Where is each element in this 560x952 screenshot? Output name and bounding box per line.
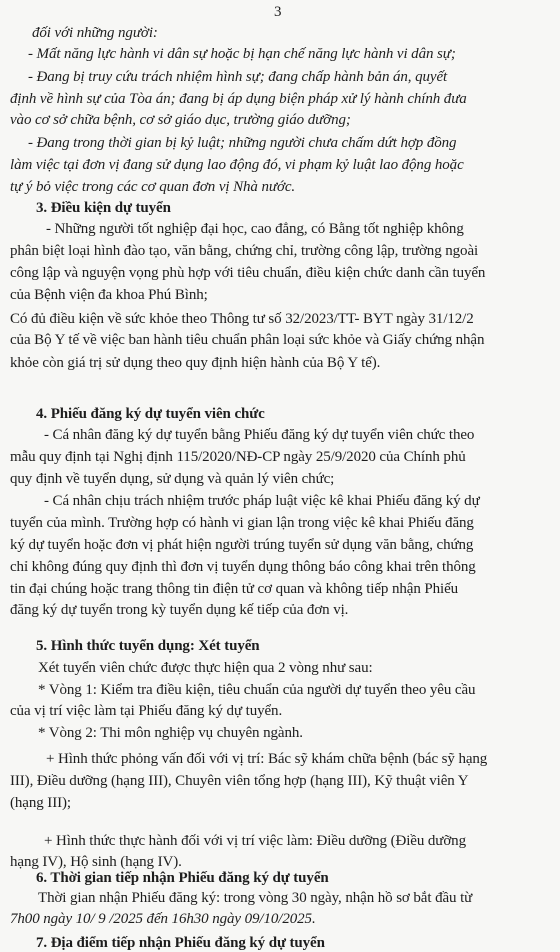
text-line: - Những người tốt nghiệp đại học, cao đẳng, có Bằng tốt nghiệp không [46, 221, 464, 237]
text-line: mẫu quy định tại Nghị định 115/2020/NĐ-CP ngày 25/9/2020 của Chính phủ [10, 449, 466, 465]
text-line: hạng IV), Hộ sinh (hạng IV). [10, 854, 182, 870]
text-line: đối với những người: [32, 25, 158, 41]
text-line: 7h00 ngày 10/ 9 /2025 đến 16h30 ngày 09/10/2025. [10, 911, 316, 927]
section-heading: 4. Phiếu đăng ký dự tuyển viên chức [36, 406, 265, 422]
text-line: định về hình sự của Tòa án; đang bị áp dụng biện pháp xử lý hành chính đưa [10, 91, 467, 107]
section-heading: 5. Hình thức tuyển dụng: Xét tuyển [36, 638, 260, 654]
text-line: của Bệnh viện đa khoa Phú Bình; [10, 287, 208, 303]
text-line: khỏe còn giá trị sử dụng theo quy định hiện hành của Bộ Y tế). [10, 355, 381, 371]
text-line: * Vòng 2: Thi môn nghiệp vụ chuyên ngành. [38, 725, 303, 741]
text-line: + Hình thức phỏng vấn đối với vị trí: Bác sỹ khám chữa bệnh (bác sỹ hạng [46, 751, 488, 767]
text-line: của Bộ Y tế về việc ban hành tiêu chuẩn phân loại sức khỏe và Giấy chứng nhận [10, 332, 485, 348]
text-line: - Mất năng lực hành vi dân sự hoặc bị hạn chế năng lực hành vi dân sự; [28, 46, 456, 62]
text-line: (hạng III); [10, 795, 71, 811]
text-line: Thời gian nhận Phiếu đăng ký: trong vòng 30 ngày, nhận hồ sơ bắt đầu từ [38, 890, 473, 906]
text-line: Xét tuyển viên chức được thực hiện qua 2 vòng như sau: [38, 660, 373, 676]
section-heading: 6. Thời gian tiếp nhận Phiếu đăng ký dự tuyển [36, 870, 329, 886]
text-line: đăng ký dự tuyển trong kỳ tuyển dụng kế tiếp của đơn vị. [10, 602, 349, 618]
text-line: của vị trí việc làm tại Phiếu đăng ký dự tuyển. [10, 703, 283, 719]
section-heading: 7. Địa điểm tiếp nhận Phiếu đăng ký dự tuyển [36, 935, 325, 951]
text-line: tự ý bỏ việc trong các cơ quan đơn vị Nhà nước. [10, 179, 296, 195]
section-heading: 3. Điều kiện dự tuyển [36, 200, 171, 216]
text-line: - Đang trong thời gian bị kỷ luật; những người chưa chấm dứt hợp đồng [28, 135, 457, 151]
text-line: quy định về tuyển dụng, sử dụng và quản lý viên chức; [10, 471, 335, 487]
text-line: chỉ không đúng quy định thì đơn vị tuyển dụng thông báo công khai trên thông [10, 559, 476, 575]
page-number: 3 [274, 4, 282, 20]
text-line: làm việc tại đơn vị đang sử dụng lao động đó, vi phạm kỷ luật lao động hoặc [10, 157, 464, 173]
text-line: - Đang bị truy cứu trách nhiệm hình sự; đang chấp hành bản án, quyết [28, 69, 448, 85]
text-line: Có đủ điều kiện về sức khỏe theo Thông tư số 32/2023/TT- BYT ngày 31/12/2 [10, 311, 474, 327]
text-line: - Cá nhân đăng ký dự tuyển bằng Phiếu đăng ký dự tuyển viên chức theo [44, 427, 475, 443]
text-line: phân biệt loại hình đào tạo, văn bằng, chứng chỉ, trường công lập, trường ngoài [10, 243, 479, 259]
text-line: vào cơ sở chữa bệnh, cơ sở giáo dục, trường giáo dưỡng; [10, 112, 351, 128]
text-line: III), Điều dưỡng (hạng III), Chuyên viên tổng hợp (hạng III), Kỹ thuật viên Y [10, 773, 469, 789]
text-line: tuyển của mình. Trường hợp có hành vi gian lận trong việc kê khai Phiếu đăng [10, 515, 474, 531]
text-line: * Vòng 1: Kiểm tra điều kiện, tiêu chuẩn của người dự tuyển theo yêu cầu [38, 682, 476, 698]
text-line: tin đại chúng hoặc trang thông tin điện tử cơ quan và không tiếp nhận Phiếu [10, 581, 459, 597]
text-line: + Hình thức thực hành đối với vị trí việc làm: Điều dưỡng (Điều dưỡng [44, 833, 466, 849]
text-line: công lập và nguyện vọng phù hợp với tiêu chuẩn, điều kiện chức danh cần tuyển [10, 265, 486, 281]
text-line: - Cá nhân chịu trách nhiệm trước pháp luật việc kê khai Phiếu đăng ký dự [44, 493, 480, 509]
text-line: ký dự tuyển hoặc đơn vị phát hiện người trúng tuyển sử dụng văn bằng, chứng [10, 537, 474, 553]
